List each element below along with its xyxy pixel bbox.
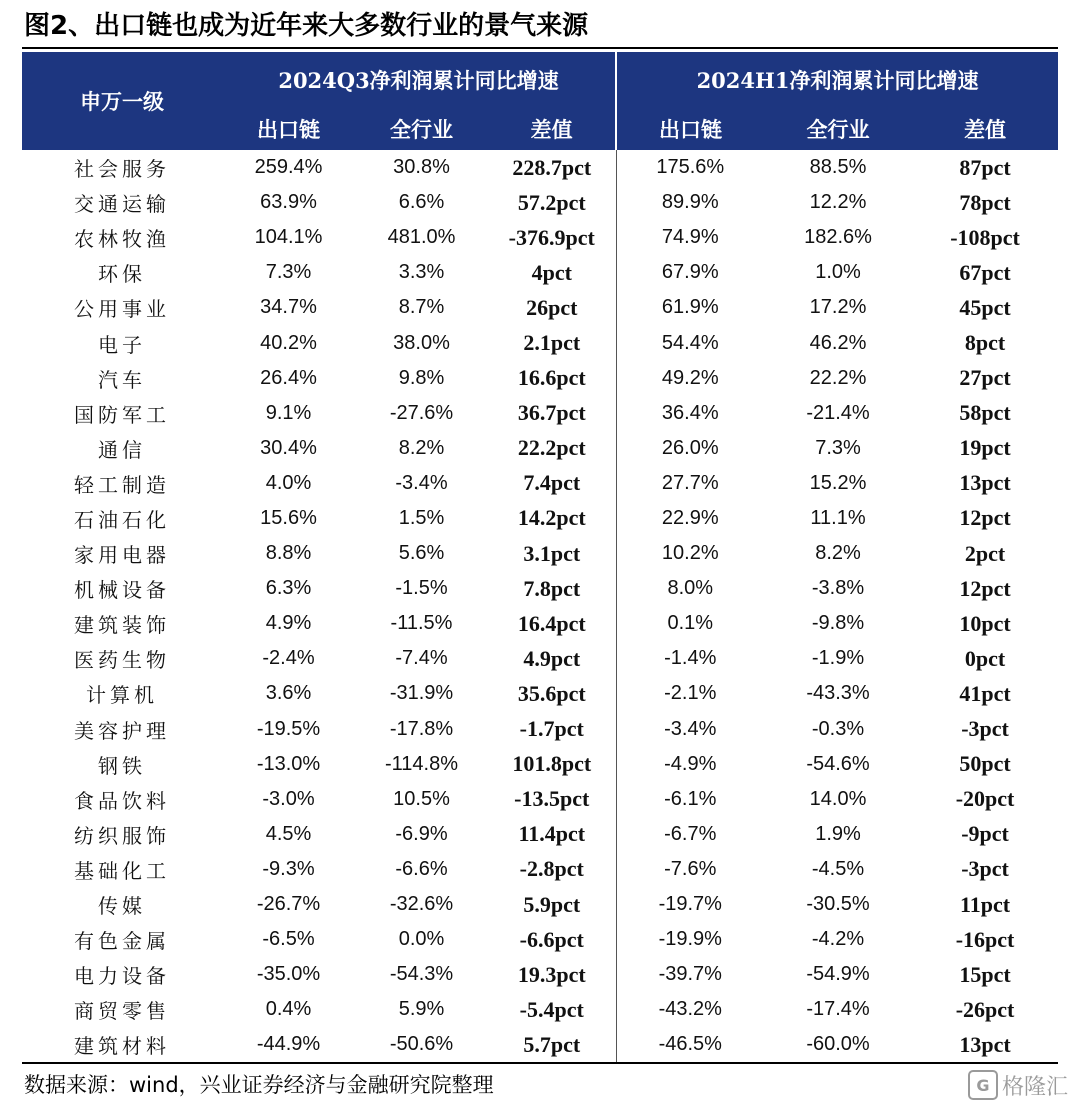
h1-all-industry-value: 15.2%: [764, 466, 912, 501]
q3-all-industry-value: -32.6%: [355, 887, 488, 922]
table-row: [22, 150, 1058, 185]
q3-all-industry-value: 10.5%: [355, 782, 488, 817]
h1-difference-value: 58pct: [912, 396, 1058, 431]
h1-difference-value: -26pct: [912, 992, 1058, 1027]
header-group-2024h1: 2024H1净利润累计同比增速: [616, 52, 1058, 108]
q3-all-industry-value: -6.9%: [355, 817, 488, 852]
table-row: [22, 782, 1058, 817]
q3-export-chain-value: 0.4%: [222, 992, 355, 1027]
h1-export-chain-value: 27.7%: [616, 466, 764, 501]
h1-difference-value: 87pct: [912, 150, 1058, 185]
q3-difference-value: 5.9pct: [488, 887, 616, 922]
h1-all-industry-value: 7.3%: [764, 431, 912, 466]
q3-export-chain-value: -6.5%: [222, 922, 355, 957]
industry-name: 轻工制造: [22, 466, 222, 501]
h1-all-industry-value: 88.5%: [764, 150, 912, 185]
q3-export-chain-value: 4.0%: [222, 466, 355, 501]
h1-all-industry-value: 1.9%: [764, 817, 912, 852]
header-q3-all-industry: 全行业: [355, 108, 488, 150]
q3-all-industry-value: -17.8%: [355, 712, 488, 747]
q3-all-industry-value: 8.7%: [355, 290, 488, 325]
table-row: [22, 1027, 1058, 1063]
q3-difference-value: -376.9pct: [488, 220, 616, 255]
h1-export-chain-value: -6.1%: [616, 782, 764, 817]
q3-difference-value: 22.2pct: [488, 431, 616, 466]
q3-export-chain-value: 7.3%: [222, 255, 355, 290]
industry-name: 美容护理: [22, 712, 222, 747]
watermark: [968, 1068, 1068, 1102]
h1-difference-value: 78pct: [912, 185, 1058, 220]
industry-name: 电子: [22, 325, 222, 360]
source-note: 数据来源：wind，兴业证券经济与金融研究院整理: [24, 1073, 494, 1097]
header-group-2024q3: 2024Q3净利润累计同比增速: [222, 52, 616, 108]
h1-export-chain-value: 8.0%: [616, 571, 764, 606]
h1-export-chain-value: 26.0%: [616, 431, 764, 466]
h1-difference-value: 67pct: [912, 255, 1058, 290]
q3-export-chain-value: -13.0%: [222, 747, 355, 782]
h1-all-industry-value: 17.2%: [764, 290, 912, 325]
table-row: [22, 396, 1058, 431]
watermark-text: 格隆汇: [1001, 1074, 1068, 1100]
q3-export-chain-value: 4.9%: [222, 606, 355, 641]
q3-export-chain-value: 15.6%: [222, 501, 355, 536]
h1-difference-value: 15pct: [912, 957, 1058, 992]
table-row: [22, 922, 1058, 957]
h1-difference-value: 19pct: [912, 431, 1058, 466]
h1-all-industry-value: -21.4%: [764, 396, 912, 431]
h1-difference-value: -9pct: [912, 817, 1058, 852]
q3-export-chain-value: 40.2%: [222, 325, 355, 360]
h1-export-chain-value: -19.9%: [616, 922, 764, 957]
h1-all-industry-value: -60.0%: [764, 1027, 912, 1063]
h1-export-chain-value: 22.9%: [616, 501, 764, 536]
table-row: [22, 290, 1058, 325]
q3-difference-value: 11.4pct: [488, 817, 616, 852]
industry-name: 医药生物: [22, 641, 222, 676]
table-header: [22, 52, 1058, 150]
h1-export-chain-value: 61.9%: [616, 290, 764, 325]
h1-difference-value: -20pct: [912, 782, 1058, 817]
industry-name: 计算机: [22, 676, 222, 711]
industry-name: 建筑装饰: [22, 606, 222, 641]
h1-difference-value: 2pct: [912, 536, 1058, 571]
q3-all-industry-value: -27.6%: [355, 396, 488, 431]
q3-difference-value: 36.7pct: [488, 396, 616, 431]
table-row: [22, 641, 1058, 676]
h1-export-chain-value: -46.5%: [616, 1027, 764, 1063]
table-row: [22, 220, 1058, 255]
header-q3-export-chain: 出口链: [222, 108, 355, 150]
h1-difference-value: 41pct: [912, 676, 1058, 711]
q3-export-chain-value: 3.6%: [222, 676, 355, 711]
h1-difference-value: -3pct: [912, 852, 1058, 887]
q3-difference-value: -2.8pct: [488, 852, 616, 887]
title-divider: [22, 47, 1058, 49]
industry-name: 食品饮料: [22, 782, 222, 817]
h1-difference-value: 8pct: [912, 325, 1058, 360]
table-row: [22, 887, 1058, 922]
q3-all-industry-value: 9.8%: [355, 361, 488, 396]
h1-all-industry-value: -1.9%: [764, 641, 912, 676]
h1-difference-value: 12pct: [912, 501, 1058, 536]
table-row: [22, 185, 1058, 220]
q3-all-industry-value: -31.9%: [355, 676, 488, 711]
h1-export-chain-value: -7.6%: [616, 852, 764, 887]
q3-difference-value: 26pct: [488, 290, 616, 325]
q3-all-industry-value: 481.0%: [355, 220, 488, 255]
industry-name: 通信: [22, 431, 222, 466]
q3-export-chain-value: 104.1%: [222, 220, 355, 255]
h1-export-chain-value: -3.4%: [616, 712, 764, 747]
h1-difference-value: 50pct: [912, 747, 1058, 782]
q3-difference-value: 57.2pct: [488, 185, 616, 220]
table-row: [22, 571, 1058, 606]
h1-difference-value: 13pct: [912, 466, 1058, 501]
h1-difference-value: 11pct: [912, 887, 1058, 922]
h1-difference-value: -108pct: [912, 220, 1058, 255]
h1-all-industry-value: -54.9%: [764, 957, 912, 992]
q3-difference-value: 4.9pct: [488, 641, 616, 676]
q3-export-chain-value: -26.7%: [222, 887, 355, 922]
q3-export-chain-value: -2.4%: [222, 641, 355, 676]
h1-all-industry-value: 14.0%: [764, 782, 912, 817]
table-row: [22, 466, 1058, 501]
table-row: [22, 431, 1058, 466]
q3-difference-value: -1.7pct: [488, 712, 616, 747]
h1-difference-value: 27pct: [912, 361, 1058, 396]
h1-export-chain-value: -4.9%: [616, 747, 764, 782]
h1-export-chain-value: 49.2%: [616, 361, 764, 396]
h1-export-chain-value: -43.2%: [616, 992, 764, 1027]
q3-all-industry-value: 0.0%: [355, 922, 488, 957]
table-row: [22, 852, 1058, 887]
industry-name: 机械设备: [22, 571, 222, 606]
h1-difference-value: 0pct: [912, 641, 1058, 676]
header-h1-export-chain: 出口链: [616, 108, 764, 150]
h1-difference-value: -3pct: [912, 712, 1058, 747]
q3-all-industry-value: 1.5%: [355, 501, 488, 536]
header-industry: 申万一级: [22, 52, 222, 150]
q3-all-industry-value: 5.6%: [355, 536, 488, 571]
h1-all-industry-value: 22.2%: [764, 361, 912, 396]
q3-difference-value: 2.1pct: [488, 325, 616, 360]
q3-all-industry-value: -7.4%: [355, 641, 488, 676]
industry-name: 基础化工: [22, 852, 222, 887]
q3-all-industry-value: -114.8%: [355, 747, 488, 782]
h1-export-chain-value: 175.6%: [616, 150, 764, 185]
h1-export-chain-value: -39.7%: [616, 957, 764, 992]
industry-profit-table: [22, 52, 1058, 1064]
q3-export-chain-value: -19.5%: [222, 712, 355, 747]
q3-export-chain-value: -44.9%: [222, 1027, 355, 1063]
industry-name: 传媒: [22, 887, 222, 922]
h1-all-industry-value: -17.4%: [764, 992, 912, 1027]
industry-name: 农林牧渔: [22, 220, 222, 255]
q3-difference-value: 19.3pct: [488, 957, 616, 992]
q3-difference-value: -13.5pct: [488, 782, 616, 817]
h1-export-chain-value: 89.9%: [616, 185, 764, 220]
h1-difference-value: 45pct: [912, 290, 1058, 325]
q3-all-industry-value: -6.6%: [355, 852, 488, 887]
h1-export-chain-value: 54.4%: [616, 325, 764, 360]
h1-export-chain-value: 10.2%: [616, 536, 764, 571]
q3-all-industry-value: 6.6%: [355, 185, 488, 220]
h1-all-industry-value: -30.5%: [764, 887, 912, 922]
q3-difference-value: 7.8pct: [488, 571, 616, 606]
table-row: [22, 606, 1058, 641]
h1-export-chain-value: 0.1%: [616, 606, 764, 641]
q3-all-industry-value: 8.2%: [355, 431, 488, 466]
q3-difference-value: 3.1pct: [488, 536, 616, 571]
h1-export-chain-value: 67.9%: [616, 255, 764, 290]
q3-export-chain-value: 6.3%: [222, 571, 355, 606]
table-row: [22, 536, 1058, 571]
q3-difference-value: 14.2pct: [488, 501, 616, 536]
h1-all-industry-value: -9.8%: [764, 606, 912, 641]
q3-all-industry-value: 38.0%: [355, 325, 488, 360]
q3-export-chain-value: 34.7%: [222, 290, 355, 325]
industry-name: 家用电器: [22, 536, 222, 571]
table-row: [22, 255, 1058, 290]
table-row: [22, 501, 1058, 536]
header-h1-difference: 差值: [912, 108, 1058, 150]
industry-name: 纺织服饰: [22, 817, 222, 852]
q3-export-chain-value: -35.0%: [222, 957, 355, 992]
h1-export-chain-value: 74.9%: [616, 220, 764, 255]
header-q3-difference: 差值: [488, 108, 616, 150]
q3-export-chain-value: 8.8%: [222, 536, 355, 571]
h1-all-industry-value: -54.6%: [764, 747, 912, 782]
h1-export-chain-value: -19.7%: [616, 887, 764, 922]
h1-all-industry-value: -0.3%: [764, 712, 912, 747]
h1-export-chain-value: -2.1%: [616, 676, 764, 711]
industry-name: 商贸零售: [22, 992, 222, 1027]
q3-export-chain-value: 259.4%: [222, 150, 355, 185]
q3-export-chain-value: -3.0%: [222, 782, 355, 817]
q3-all-industry-value: -50.6%: [355, 1027, 488, 1063]
h1-all-industry-value: -3.8%: [764, 571, 912, 606]
industry-name: 电力设备: [22, 957, 222, 992]
q3-all-industry-value: 3.3%: [355, 255, 488, 290]
q3-difference-value: -5.4pct: [488, 992, 616, 1027]
industry-name: 环保: [22, 255, 222, 290]
industry-name: 石油石化: [22, 501, 222, 536]
q3-difference-value: 16.4pct: [488, 606, 616, 641]
h1-all-industry-value: 8.2%: [764, 536, 912, 571]
table-row: [22, 676, 1058, 711]
h1-export-chain-value: -1.4%: [616, 641, 764, 676]
table-row: [22, 817, 1058, 852]
h1-difference-value: 12pct: [912, 571, 1058, 606]
h1-all-industry-value: 12.2%: [764, 185, 912, 220]
h1-all-industry-value: -43.3%: [764, 676, 912, 711]
industry-name: 建筑材料: [22, 1027, 222, 1063]
industry-name: 公用事业: [22, 290, 222, 325]
h1-all-industry-value: 46.2%: [764, 325, 912, 360]
q3-difference-value: 4pct: [488, 255, 616, 290]
q3-export-chain-value: 9.1%: [222, 396, 355, 431]
h1-all-industry-value: -4.2%: [764, 922, 912, 957]
h1-all-industry-value: -4.5%: [764, 852, 912, 887]
q3-export-chain-value: 4.5%: [222, 817, 355, 852]
industry-name: 有色金属: [22, 922, 222, 957]
watermark-logo-icon: G: [968, 1070, 998, 1100]
industry-name: 交通运输: [22, 185, 222, 220]
q3-difference-value: 35.6pct: [488, 676, 616, 711]
q3-difference-value: 16.6pct: [488, 361, 616, 396]
q3-difference-value: -6.6pct: [488, 922, 616, 957]
table-row: [22, 957, 1058, 992]
h1-all-industry-value: 11.1%: [764, 501, 912, 536]
industry-name: 钢铁: [22, 747, 222, 782]
h1-export-chain-value: -6.7%: [616, 817, 764, 852]
q3-all-industry-value: 5.9%: [355, 992, 488, 1027]
industry-name: 汽车: [22, 361, 222, 396]
q3-all-industry-value: -54.3%: [355, 957, 488, 992]
q3-difference-value: 7.4pct: [488, 466, 616, 501]
q3-all-industry-value: 30.8%: [355, 150, 488, 185]
industry-name: 国防军工: [22, 396, 222, 431]
q3-export-chain-value: 30.4%: [222, 431, 355, 466]
table-row: [22, 747, 1058, 782]
h1-difference-value: 10pct: [912, 606, 1058, 641]
q3-export-chain-value: 26.4%: [222, 361, 355, 396]
q3-difference-value: 101.8pct: [488, 747, 616, 782]
table-row: [22, 361, 1058, 396]
table-row: [22, 712, 1058, 747]
h1-all-industry-value: 182.6%: [764, 220, 912, 255]
figure-title: 图2、出口链也成为近年来大多数行业的景气来源: [24, 11, 589, 41]
q3-export-chain-value: 63.9%: [222, 185, 355, 220]
table-row: [22, 992, 1058, 1027]
table-body: [22, 150, 1058, 1063]
q3-all-industry-value: -1.5%: [355, 571, 488, 606]
q3-difference-value: 228.7pct: [488, 150, 616, 185]
q3-all-industry-value: -3.4%: [355, 466, 488, 501]
h1-all-industry-value: 1.0%: [764, 255, 912, 290]
q3-export-chain-value: -9.3%: [222, 852, 355, 887]
q3-all-industry-value: -11.5%: [355, 606, 488, 641]
industry-name: 社会服务: [22, 150, 222, 185]
h1-export-chain-value: 36.4%: [616, 396, 764, 431]
h1-difference-value: -16pct: [912, 922, 1058, 957]
h1-difference-value: 13pct: [912, 1027, 1058, 1063]
table-row: [22, 325, 1058, 360]
header-h1-all-industry: 全行业: [764, 108, 912, 150]
q3-difference-value: 5.7pct: [488, 1027, 616, 1063]
